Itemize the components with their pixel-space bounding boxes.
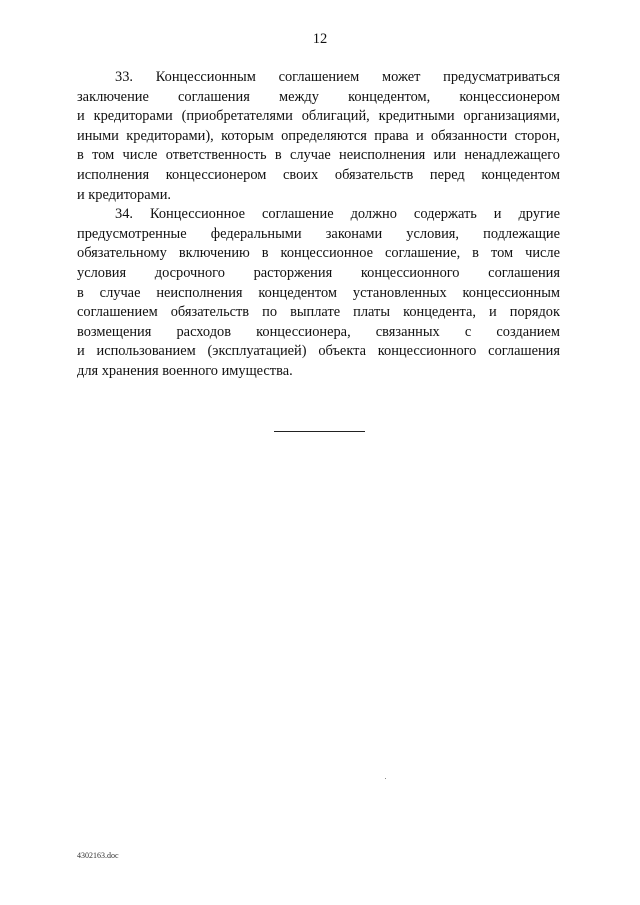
text-line: для хранения военного имущества. [77,362,293,379]
text-line: иными кредиторами), которым определяются права и обязанности сторон, [77,127,560,144]
page-number: 12 [312,31,328,47]
text-line: соглашением обязательств по выплате платы концедента, и порядок [77,304,560,321]
text-line: исполнения концессионером своих обязательств перед концедентом [77,166,560,183]
paragraph-33 [77,68,560,205]
text-line: и использованием (эксплуатацией) объекта концессионного соглашения [77,343,560,360]
scan-speck [385,778,386,779]
text-line: возмещения расходов концессионера, связанных с созданием [77,323,560,340]
text-line: и кредиторами. [77,186,171,203]
text-line: в случае неисполнения концедентом установленных концессионным [77,284,560,301]
end-divider [274,431,365,432]
text-line: условия досрочного расторжения концессионного соглашения [77,264,560,281]
paragraph-34 [77,205,560,381]
text-line: в том числе ответственность в случае неисполнения или ненадлежащего [77,147,560,164]
text-line: обязательному включению в концессионное соглашение, в том числе [77,245,560,262]
text-line: 34. Концессионное соглашение должно содержать и другие [115,206,560,223]
footer-file-code: 4302163.doc [77,851,119,860]
text-line: предусмотренные федеральными законами условия, подлежащие [77,225,560,242]
text-line: 33. Концессионным соглашением может предусматриваться [115,69,560,85]
text-line: и кредиторами (приобретателями облигаций, кредитными организациями, [77,108,560,125]
text-line: заключение соглашения между концедентом, концессионером [77,88,560,105]
document-body [77,68,560,382]
